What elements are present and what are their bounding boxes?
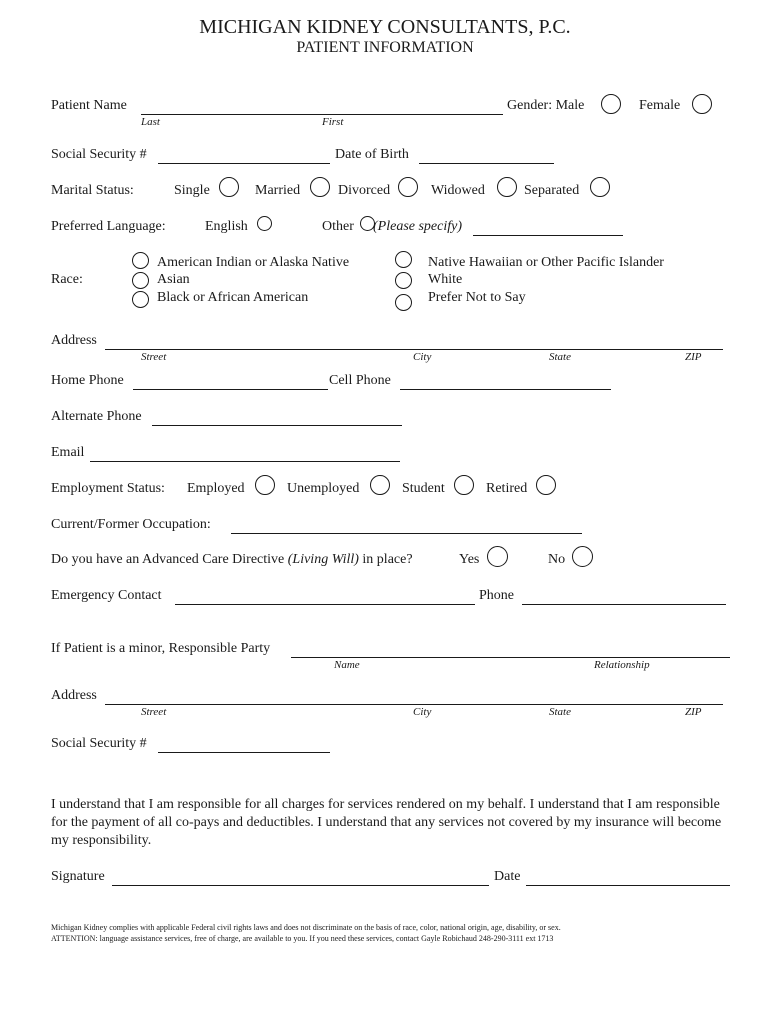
address-city-caption: City [413, 351, 432, 363]
signature-field[interactable] [112, 885, 489, 886]
language-english-radio[interactable] [257, 216, 272, 231]
marital-married-radio[interactable] [310, 177, 330, 197]
responsible-party-field[interactable] [291, 657, 730, 658]
dob-label: Date of Birth [335, 147, 409, 162]
first-name-caption: First [322, 116, 344, 128]
responsible-relationship-caption: Relationship [594, 659, 650, 671]
race-asian-label: Asian [157, 272, 190, 287]
race-black-label: Black or African American [157, 290, 309, 305]
race-hawaiian-radio[interactable] [395, 251, 412, 268]
cell-phone-field[interactable] [400, 389, 611, 390]
address-street-caption: Street [141, 351, 167, 363]
email-field[interactable] [90, 461, 400, 462]
directive-no-radio[interactable] [572, 546, 593, 567]
employment-employed-label: Employed [187, 481, 245, 496]
dob-field[interactable] [419, 163, 554, 164]
race-white-label: White [428, 272, 463, 287]
signature-label: Signature [51, 869, 105, 884]
language-other-field[interactable] [473, 235, 623, 236]
responsible-city-caption: City [413, 706, 432, 718]
race-american-indian-radio[interactable] [132, 252, 149, 269]
employment-status-label: Employment Status: [51, 481, 165, 496]
gender-female-radio[interactable] [692, 94, 712, 114]
race-prefer-not-radio[interactable] [395, 294, 412, 311]
address-zip-caption: ZIP [685, 351, 702, 363]
marital-divorced-label: Divorced [338, 183, 391, 198]
directive-question-start: Do you have an Advanced Care Directive [51, 552, 285, 567]
employment-retired-label: Retired [486, 481, 528, 496]
responsible-state-caption: State [549, 706, 571, 718]
patient-name-field[interactable] [141, 114, 503, 115]
employment-student-radio[interactable] [454, 475, 474, 495]
emergency-phone-field[interactable] [522, 604, 726, 605]
directive-question [51, 552, 413, 568]
race-black-radio[interactable] [132, 291, 149, 308]
marital-single-label: Single [174, 183, 210, 198]
responsible-street-caption: Street [141, 706, 167, 718]
marital-separated-radio[interactable] [590, 177, 610, 197]
cell-phone-label: Cell Phone [329, 373, 391, 388]
responsible-name-caption: Name [334, 659, 360, 671]
language-english-label: English [205, 219, 248, 234]
directive-yes-label: Yes [459, 552, 480, 567]
language-specify-hint: (Please specify) [373, 219, 463, 234]
form-subtitle: PATIENT INFORMATION [296, 39, 474, 56]
race-prefer-not-label: Prefer Not to Say [428, 290, 526, 305]
race-asian-radio[interactable] [132, 272, 149, 289]
occupation-label: Current/Former Occupation: [51, 517, 211, 532]
marital-widowed-radio[interactable] [497, 177, 517, 197]
responsible-zip-caption: ZIP [685, 706, 702, 718]
marital-married-label: Married [255, 183, 301, 198]
email-label: Email [51, 445, 85, 460]
marital-separated-label: Separated [524, 183, 580, 198]
emergency-contact-field[interactable] [175, 604, 475, 605]
language-assistance-notice: ATTENTION: language assistance services, free of charge, are available to you. If you need these services, contact Gayle Robichaud 248-290-3111 ext 1713 [51, 934, 554, 943]
marital-single-radio[interactable] [219, 177, 239, 197]
home-phone-label: Home Phone [51, 373, 124, 388]
patient-name-label: Patient Name [51, 98, 127, 113]
home-phone-field[interactable] [133, 389, 328, 390]
language-label: Preferred Language: [51, 219, 166, 234]
marital-divorced-radio[interactable] [398, 177, 418, 197]
marital-status-label: Marital Status: [51, 183, 134, 198]
ssn-label: Social Security # [51, 147, 147, 162]
race-american-indian-label: American Indian or Alaska Native [157, 255, 350, 270]
employment-retired-radio[interactable] [536, 475, 556, 495]
gender-male-radio[interactable] [601, 94, 621, 114]
race-label: Race: [51, 272, 83, 287]
ssn-field[interactable] [158, 163, 330, 164]
employment-unemployed-radio[interactable] [370, 475, 390, 495]
race-white-radio[interactable] [395, 272, 412, 289]
emergency-phone-label: Phone [479, 588, 514, 603]
nondiscrimination-notice: Michigan Kidney complies with applicable Federal civil rights laws and does not discriminate on the basis of race, color, national origin, age, disability, or sex. [51, 923, 561, 932]
marital-widowed-label: Widowed [431, 183, 485, 198]
responsibility-statement: I understand that I am responsible for all charges for services rendered on my behalf. I understand that I am responsible for the payment of all co-pays and deductibles. I understand that any services not covered by my insurance will become my responsibility. [51, 797, 722, 848]
address-label: Address [51, 333, 97, 348]
last-name-caption: Last [141, 116, 160, 128]
directive-question-end: in place? [362, 552, 413, 567]
employment-unemployed-label: Unemployed [287, 481, 360, 496]
form-title: MICHIGAN KIDNEY CONSULTANTS, P.C. [199, 16, 571, 38]
alternate-phone-field[interactable] [152, 425, 402, 426]
responsible-ssn-label: Social Security # [51, 736, 147, 751]
responsible-address-label: Address [51, 688, 97, 703]
address-field[interactable] [105, 349, 723, 350]
occupation-field[interactable] [231, 533, 582, 534]
alternate-phone-label: Alternate Phone [51, 409, 142, 424]
directive-no-label: No [548, 552, 566, 567]
responsible-party-label: If Patient is a minor, Responsible Party [51, 641, 271, 656]
gender-male-label: Gender: Male [507, 98, 585, 113]
race-hawaiian-label: Native Hawaiian or Other Pacific Islander [428, 255, 664, 270]
language-other-label: Other [322, 219, 354, 234]
signature-date-field[interactable] [526, 885, 730, 886]
directive-question-italic: (Living Will) [287, 552, 359, 567]
responsible-address-field[interactable] [105, 704, 723, 705]
responsible-ssn-field[interactable] [158, 752, 330, 753]
gender-female-label: Female [639, 98, 681, 113]
directive-yes-radio[interactable] [487, 546, 508, 567]
signature-date-label: Date [494, 869, 521, 884]
employment-student-label: Student [402, 481, 445, 496]
emergency-contact-label: Emergency Contact [51, 588, 162, 603]
employment-employed-radio[interactable] [255, 475, 275, 495]
address-state-caption: State [549, 351, 571, 363]
